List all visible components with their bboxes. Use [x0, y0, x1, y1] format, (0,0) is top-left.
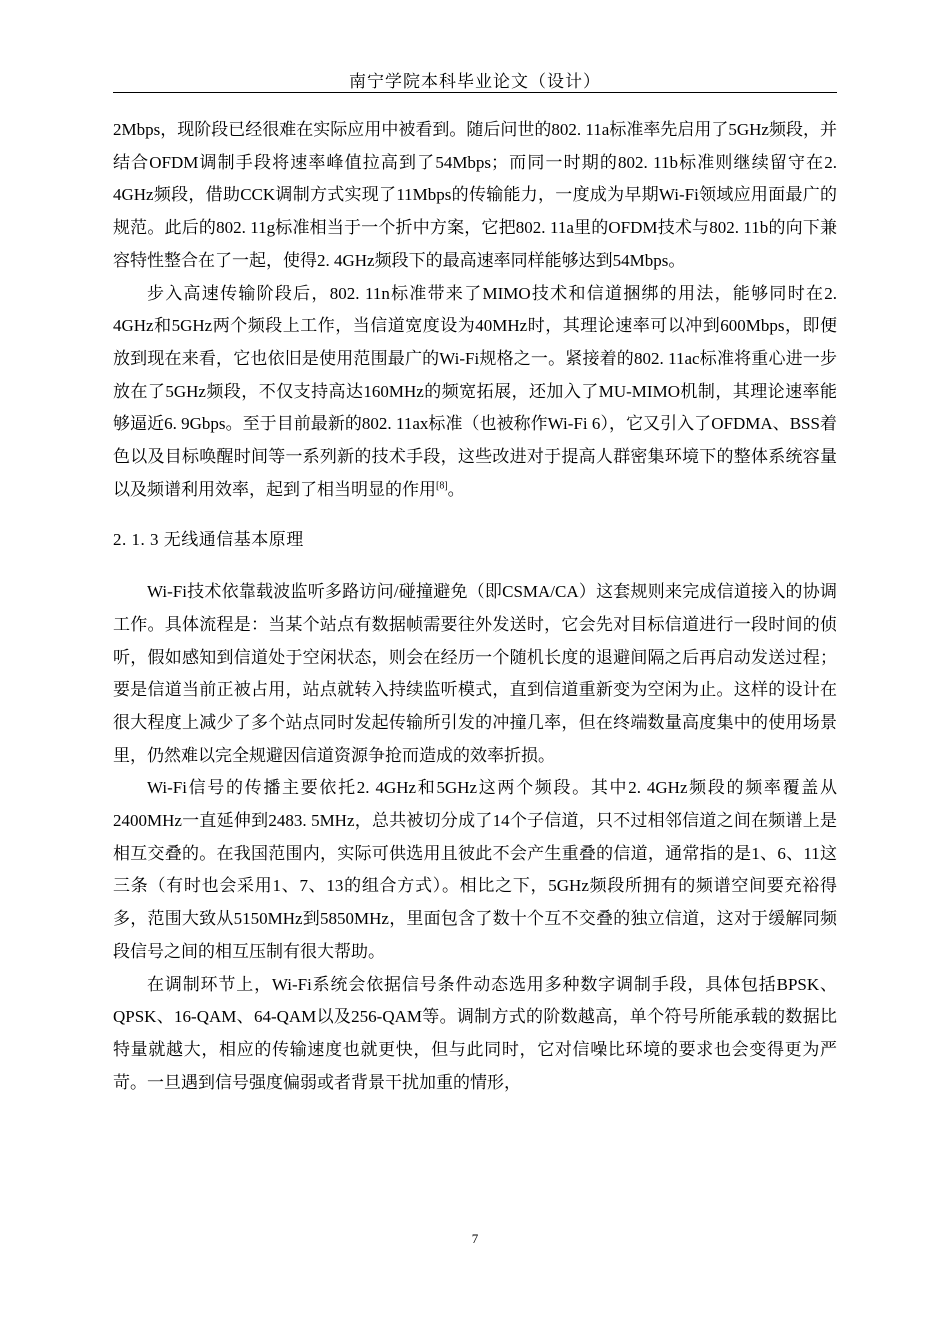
paragraph-csma: Wi-Fi技术依靠载波监听多路访问/碰撞避免（即CSMA/CA）这套规则来完成信道接入的协调工作。具体流程是：当某个站点有数据帧需要往外发送时，它会先对目标信道进行一段时间的侦听，假如感知到信道处于空闲状态，则会在经历一个随机长度的退避间隔之后再启动发送过程；要是信道当前正被占用，站点就转入持续监听模式，直到信道重新变为空闲为止。这样的设计在很大程度上减少了多个站点同时发起传输所引发的冲撞几率，但在终端数量高度集中的使用场景里，仍然难以完全规避因信道资源争抢而造成的效率折损。	[113, 582, 837, 765]
section-heading: 2. 1. 3 无线通信基本原理	[113, 530, 304, 550]
paragraph-end: 。	[447, 479, 465, 499]
paragraph-text: 步入高速传输阶段后，802. 11n标准带来了MIMO技术和信道捆绑的用法，能够同时在2. 4GHz和5GHz两个频段上工作，当信道宽度设为40MHz时，其理论速率可以冲到600Mbps，即便放到现在来看，它也依旧是使用范围最广的Wi-Fi规格之一。紧接着的802. 11ac标准将重心进一步放在了5GHz频段，不仅支持高达160MHz的频宽拓展，还加入了MU-MIMO机制，其理论速率能够逼近6. 9Gbps。至于目前最新的802. 11ax标准（也被称作Wi-Fi 6），它又引入了OFDMA、BSS着色以及目标唤醒时间等一系列新的技术手段，这些改进对于提高人群密集环境下的整体系统容量以及频谱利用效率，起到了相当明显的作用	[113, 283, 837, 499]
running-header: 南宁学院本科毕业论文（设计）	[349, 72, 601, 92]
citation-ref: [8]	[436, 480, 448, 492]
page-number: 7	[471, 1231, 479, 1246]
paragraph-continuation: 2Mbps，现阶段已经很难在实际应用中被看到。随后问世的802. 11a标准率先启用了5GHz频段，并结合OFDM调制手段将速率峰值拉高到了54Mbps；而同一时期的802. 11b标准则继续留守在2. 4GHz频段，借助CCK调制方式实现了11Mbps的传输能力，一度成为早期Wi-Fi领域应用面最广的规范。此后的802. 11g标准相当于一个折中方案，它把802. 11a里的OFDM技术与802. 11b的向下兼容特性整合在了一起，使得2. 4GHz频段下的最高速率同样能够达到54Mbps。	[113, 120, 837, 270]
header-divider	[113, 92, 837, 93]
paragraph-modulation: 在调制环节上，Wi-Fi系统会依据信号条件动态选用多种数字调制手段，具体包括BPSK、QPSK、16-QAM、64-QAM以及256-QAM等。调制方式的阶数越高，单个符号所能承载的数据比特量就越大，相应的传输速度也就更快，但与此同时，它对信噪比环境的要求也会变得更为严苛。一旦遇到信号强度偏弱或者背景干扰加重的情形，	[113, 974, 837, 1092]
paragraph-frequency: Wi-Fi信号的传播主要依托2. 4GHz和5GHz这两个频段。其中2. 4GHz频段的频率覆盖从2400MHz一直延伸到2483. 5MHz，总共被切分成了14个子信道，只不过相邻信道之间在频谱上是相互交叠的。在我国范围内，实际可供选用且彼此不会产生重叠的信道，通常指的是1、6、11这三条（有时也会采用1、7、13的组合方式）。相比之下，5GHz频段所拥有的频谱空间要充裕得多，范围大致从5150MHz到5850MHz，里面包含了数十个互不交叠的独立信道，这对于缓解同频段信号之间的相互压制有很大帮助。	[113, 778, 837, 961]
paragraph-high-speed	[113, 278, 837, 507]
body-text	[113, 114, 837, 1099]
